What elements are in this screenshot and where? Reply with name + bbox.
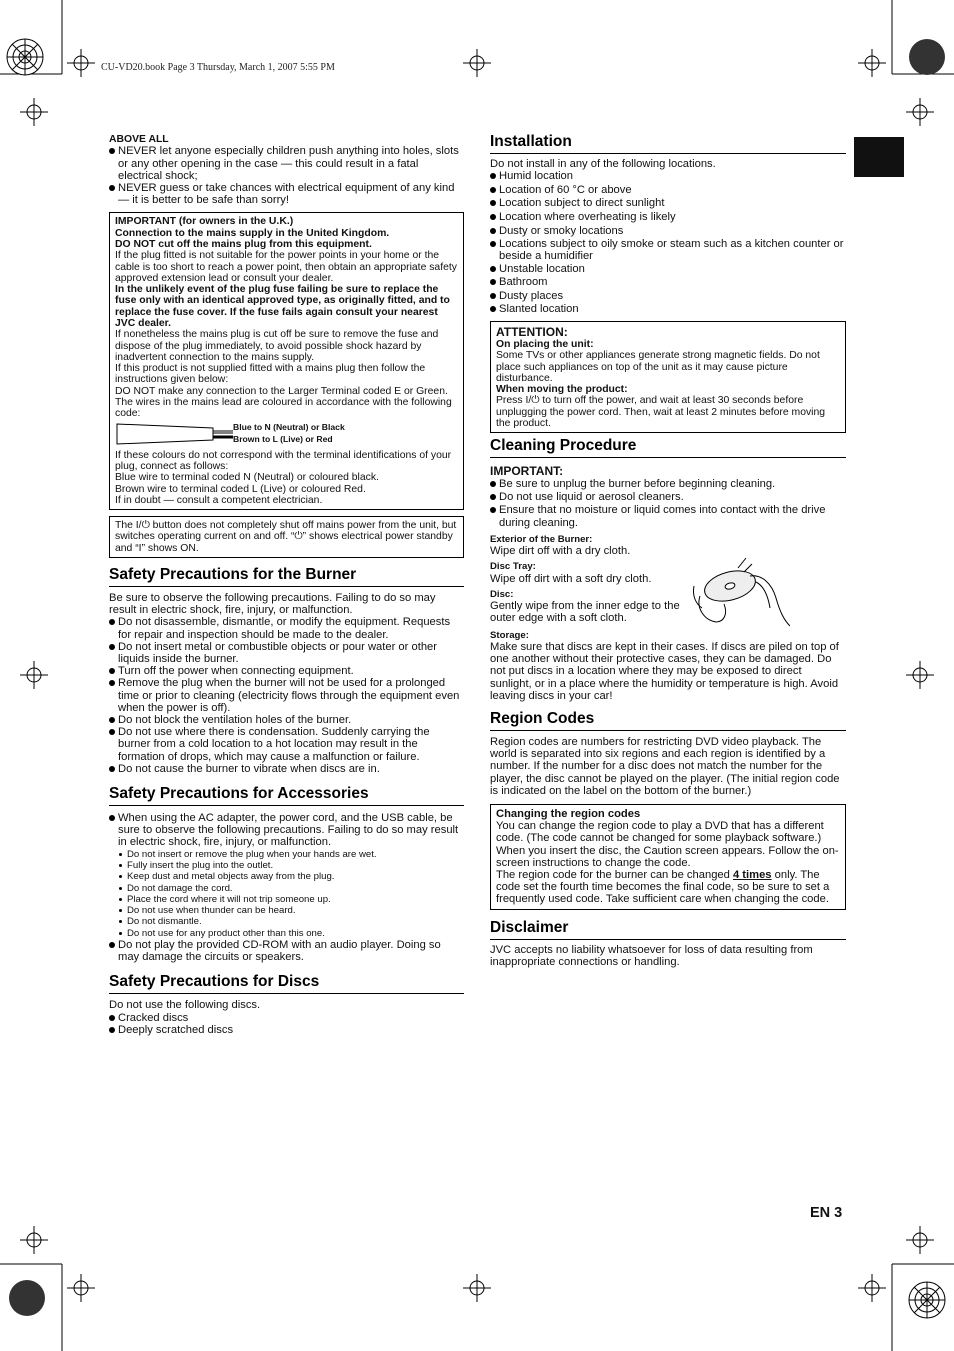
uk-box-title: IMPORTANT (for owners in the U.K.) bbox=[115, 216, 294, 228]
attention-text: Press I/⏻ to turn off the power, and wait at least 30 seconds before unplugging the power cord. Then, wait at least 2 minutes before moving the product. bbox=[496, 395, 826, 430]
list-item: Do not use where there is condensation. Suddenly carrying the burner from a cold location to a hot location may result in the formation of drops, which may cause a malfunction or failure. bbox=[109, 726, 464, 763]
list-item: Locations subject to oily smoke or steam such as a kitchen counter or beside a humidifier bbox=[490, 238, 846, 262]
discs-section-title: Safety Precautions for Discs bbox=[109, 972, 464, 994]
list-item: Do not cause the burner to vibrate when discs are in. bbox=[109, 763, 464, 775]
standby-text: The I/⏻ button does not completely shut off mains power from the unit, but switches operating current on and off. “⏻” shows electrical power standby and “I” shows ON. bbox=[115, 520, 457, 554]
uk-box-text: If this product is not supplied fitted with a mains plug then follow the instructions given below: bbox=[115, 363, 426, 386]
uk-box-text: Blue wire to terminal coded N (Neutral) or coloured black. bbox=[115, 472, 379, 484]
list-item: Do not play the provided CD-ROM with an audio player. Doing so may damage the circuits or speakers. bbox=[109, 939, 464, 963]
tray-heading: Disc Tray: bbox=[490, 561, 536, 573]
burner-section-title: Safety Precautions for the Burner bbox=[109, 565, 464, 587]
attention-label: ATTENTION: bbox=[496, 324, 568, 339]
region-box-text-b: only. The code set the fourth time becomes the final code, so be sure to set a frequently used code. Take sufficient care when changing the code. bbox=[496, 869, 830, 906]
list-item: NEVER let anyone especially children push anything into holes, slots or any other opening in the case — this could result in a fatal electrical shock; bbox=[109, 145, 464, 182]
uk-box-bold: DO NOT cut off the mains plug from this equipment. bbox=[115, 238, 372, 250]
list-item: Do not block the ventilation holes of the burner. bbox=[109, 714, 464, 726]
list-item: Location of 60 °C or above bbox=[490, 184, 846, 198]
list-item: Unstable location bbox=[490, 263, 846, 277]
accessories-item-text: When using the AC adapter, the power cord, and the USB cable, be sure to observe the following precautions. Failing to do so may result in electric shock, fire, injury, or malfunction. bbox=[118, 812, 459, 849]
exterior-heading: Exterior of the Burner: bbox=[490, 533, 593, 545]
standby-box bbox=[109, 516, 464, 558]
sub-list-item: Do not damage the cord. bbox=[118, 883, 464, 894]
list-item: Location subject to direct sunlight bbox=[490, 197, 846, 211]
above-all-heading: ABOVE ALL bbox=[109, 134, 169, 145]
cleaning-details-text bbox=[490, 534, 690, 628]
sub-list-item: Do not use for any product other than this one. bbox=[118, 928, 464, 939]
disc-text: Gently wipe from the inner edge to the outer edge with a soft cloth. bbox=[490, 600, 680, 625]
sub-list-item: Do not dismantle. bbox=[118, 916, 464, 927]
exterior-text: Wipe dirt off with a dry cloth. bbox=[490, 545, 631, 558]
sub-list-item: Do not use when thunder can be heard. bbox=[118, 905, 464, 916]
region-box-text: You can change the region code to play a DVD that has a different code. (The code cannot be changed for some playback software.) When you insert the disc, the Caution screen appears. Follow the on-screen instructions to change the code. bbox=[496, 820, 839, 869]
right-column bbox=[490, 132, 846, 968]
list-item: Be sure to unplug the burner before beginning cleaning. bbox=[490, 478, 846, 491]
cleaning-important-label: IMPORTANT: bbox=[490, 464, 564, 479]
uk-mains-box bbox=[109, 212, 464, 510]
storage-heading: Storage: bbox=[490, 629, 529, 641]
list-item bbox=[109, 812, 464, 939]
installation-section-title: Installation bbox=[490, 132, 846, 154]
list-item: Humid location bbox=[490, 170, 846, 184]
accessories-list bbox=[109, 812, 464, 963]
accessories-section-title: Safety Precautions for Accessories bbox=[109, 784, 464, 806]
region-box-text-a: The region code for the burner can be changed bbox=[496, 869, 733, 882]
region-section-title: Region Codes bbox=[490, 709, 846, 731]
page-number: EN 3 bbox=[810, 1205, 843, 1221]
list-item: Ensure that no moisture or liquid comes into contact with the drive during cleaning. bbox=[490, 504, 846, 528]
list-item: Do not use liquid or aerosol cleaners. bbox=[490, 491, 846, 504]
region-box-text bbox=[496, 869, 840, 906]
list-item: NEVER guess or take chances with electrical equipment of any kind — it is better to be safe than sorry! bbox=[109, 182, 464, 206]
list-item: Do not disassemble, dismantle, or modify the equipment. Requests for repair and inspection should be made to the dealer. bbox=[109, 616, 464, 640]
burner-intro: Be sure to observe the following precautions. Failing to do so may result in electric shock, fire, injury, or malfunction. bbox=[109, 592, 436, 617]
attention-box bbox=[490, 321, 846, 433]
list-item: Turn off the power when connecting equipment. bbox=[109, 665, 464, 677]
attention-subheading: When moving the product: bbox=[496, 384, 628, 396]
uk-box-text: If nonetheless the mains plug is cut off be sure to remove the fuse and dispose of the plug immediately, to avoid possible shock hazard by inadvertent connection to the mains supply. bbox=[115, 329, 439, 363]
wire-labels bbox=[233, 422, 345, 445]
wire-brown-label: Brown to L (Live) or Red bbox=[233, 433, 333, 444]
installation-list bbox=[490, 170, 846, 317]
cleaning-details bbox=[490, 534, 846, 628]
uk-box-bold: Connection to the mains supply in the United Kingdom. bbox=[115, 227, 390, 239]
uk-box-text: DO NOT make any connection to the Larger Terminal coded E or Green. bbox=[115, 385, 448, 397]
region-box-title: Changing the region codes bbox=[496, 808, 641, 821]
language-tab bbox=[854, 137, 904, 177]
discs-intro: Do not use the following discs. bbox=[109, 999, 261, 1012]
disc-heading: Disc: bbox=[490, 588, 514, 600]
region-change-box bbox=[490, 804, 846, 910]
mains-lead-icon bbox=[115, 422, 233, 446]
cleaning-section-title: Cleaning Procedure bbox=[490, 436, 846, 458]
list-item: Remove the plug when the burner will not be used for a prolonged time or prior to cleaning (electricity flows through the equipment even when the power is off). bbox=[109, 677, 464, 714]
storage-text: Make sure that discs are kept in their cases. If discs are piled on top of one another without their protective cases, they can be damaged. Do not put discs in a location where they may be exposed to direct sunlight, or in a place where the humidity or temperature is high. Avoid leaving discs in your car! bbox=[490, 641, 839, 702]
cleaning-list bbox=[490, 478, 846, 528]
attention-subheading: On placing the unit: bbox=[496, 338, 594, 350]
list-item: Location where overheating is likely bbox=[490, 211, 846, 225]
list-item: Dusty or smoky locations bbox=[490, 225, 846, 239]
accessories-sub-list bbox=[118, 849, 464, 939]
above-all-list bbox=[109, 145, 464, 206]
region-change-limit: 4 times bbox=[732, 869, 772, 882]
uk-box-text: If in doubt — consult a competent electrician. bbox=[115, 494, 323, 506]
uk-box-text: If these colours do not correspond with the terminal identifications of your plug, connect as follows: bbox=[115, 449, 452, 472]
list-item: Deeply scratched discs bbox=[109, 1024, 464, 1036]
uk-box-text: The wires in the mains lead are coloured in accordance with the following code: bbox=[115, 397, 452, 420]
disc-wiping-hands-icon bbox=[690, 556, 790, 628]
disclaimer-text: JVC accepts no liability whatsoever for loss of data resulting from inappropriate connections or handling. bbox=[490, 943, 813, 968]
burner-list bbox=[109, 616, 464, 775]
sub-list-item: Place the cord where it will not trip someone up. bbox=[118, 894, 464, 905]
uk-box-text: If the plug fitted is not suitable for the power points in your home or the cable is too short to reach a power point, then obtain an appropriate safety approved extension lead or consult your dealer. bbox=[115, 250, 457, 284]
uk-box-bold: In the unlikely event of the plug fuse failing be sure to replace the fuse only with an identical approved type, as originally fitted, and to replace the fuse cover. If the fuse fails again consult your nearest JVC dealer. bbox=[115, 284, 450, 329]
list-item: Do not insert metal or combustible objects or pour water or other liquids inside the burner. bbox=[109, 641, 464, 665]
list-item: Dusty places bbox=[490, 290, 846, 304]
installation-intro: Do not install in any of the following locations. bbox=[490, 158, 716, 170]
sub-list-item: Keep dust and metal objects away from the plug. bbox=[118, 871, 464, 882]
region-text: Region codes are numbers for restricting DVD video playback. The world is separated into six regions and each region is identified by a number. If the number for a disc does not match the number for the player, the disc cannot be played on the player. (The initial region code is indicated on the label on the bottom of the burner.) bbox=[490, 736, 840, 797]
wire-diagram bbox=[115, 422, 458, 446]
sub-list-item: Do not insert or remove the plug when your hands are wet. bbox=[118, 849, 464, 860]
list-item: Cracked discs bbox=[109, 1012, 464, 1024]
tray-text: Wipe off dirt with a soft dry cloth. bbox=[490, 572, 652, 585]
attention-text: Some TVs or other appliances generate strong magnetic fields. Do not place such appliances on top of the unit as it may cause picture disturbance. bbox=[496, 350, 820, 384]
list-item: Bathroom bbox=[490, 276, 846, 290]
file-stamp: CU-VD20.book Page 3 Thursday, March 1, 2007 5:55 PM bbox=[101, 62, 335, 73]
disclaimer-section-title: Disclaimer bbox=[490, 918, 846, 940]
left-column bbox=[109, 132, 464, 1036]
wire-blue-label: Blue to N (Neutral) or Black bbox=[233, 422, 345, 433]
discs-list bbox=[109, 1012, 464, 1036]
sub-list-item: Fully insert the plug into the outlet. bbox=[118, 860, 464, 871]
uk-box-text: Brown wire to terminal coded L (Live) or coloured Red. bbox=[115, 483, 366, 495]
list-item: Slanted location bbox=[490, 303, 846, 317]
